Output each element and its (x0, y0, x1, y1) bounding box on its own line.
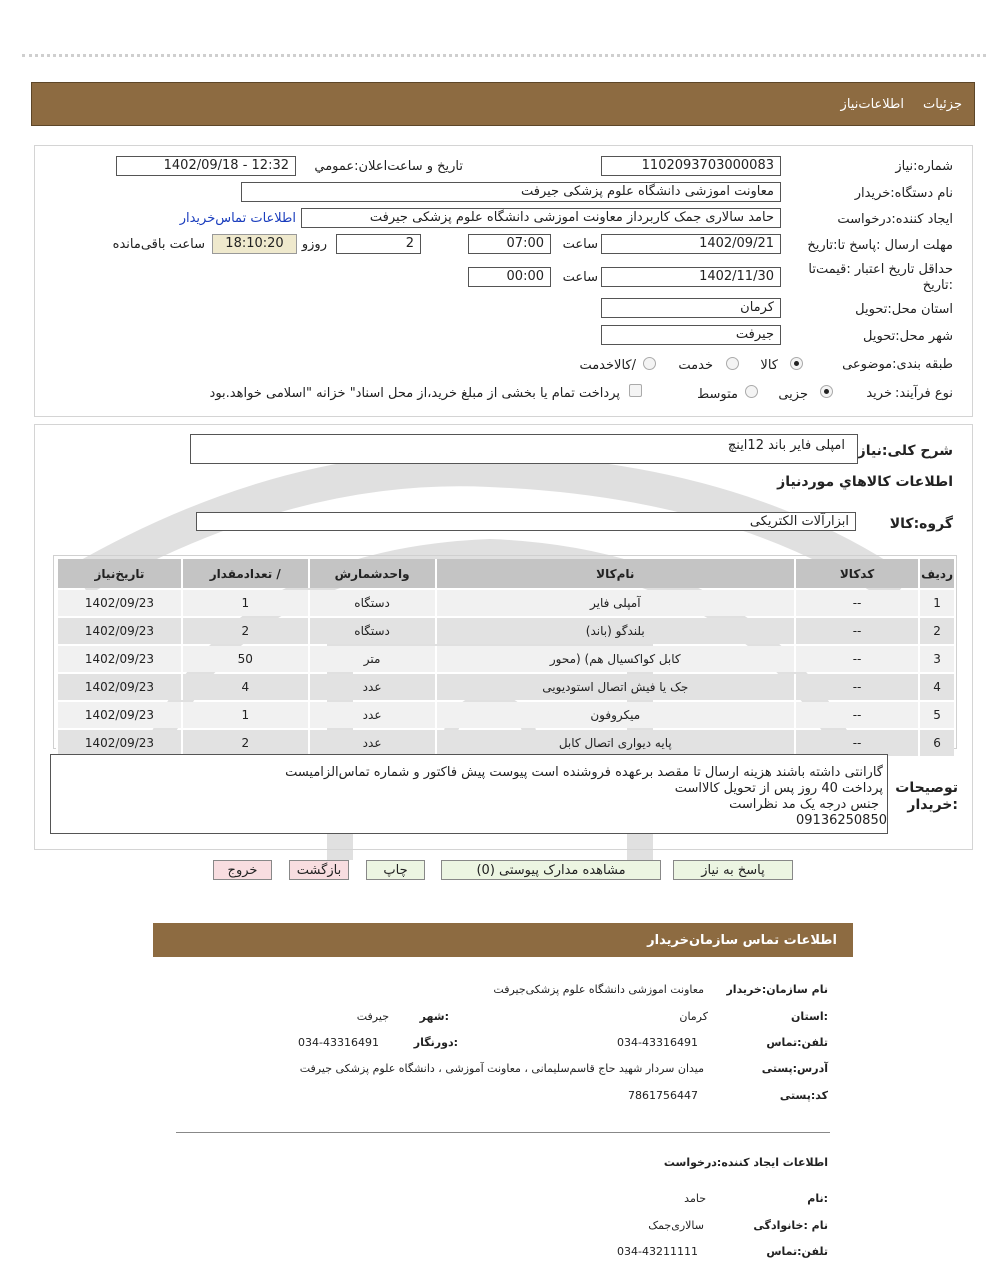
col-code: کدکالا (794, 559, 918, 588)
creator-phone-label: تلفن:تماس (766, 1245, 828, 1258)
creator-info-heading: اطلاعات ایجاد کننده:درخواست (663, 1156, 828, 1169)
city-field: جیرفت (601, 325, 781, 345)
tab-need-info[interactable]: اطلاعات‌نیاز (840, 97, 904, 112)
announce-label: تاریخ و ساعت‌اعلان:عمومي (314, 159, 463, 174)
cell-qty: 1 (181, 590, 308, 616)
table-row (56, 730, 954, 756)
col-name: نام‌کالا (435, 559, 794, 588)
col-unit: واحدشمارش (308, 559, 435, 588)
creator-label: ایجاد کننده:درخواست (837, 212, 953, 227)
cell-date: 1402/09/23 (56, 702, 181, 728)
validity-label-2: :تاریخ (922, 278, 953, 293)
table-header-row (56, 559, 954, 588)
cell-qty: 1 (181, 702, 308, 728)
table-row (56, 702, 954, 728)
print-button[interactable]: چاپ (366, 860, 425, 880)
category-goods-label: کالا (760, 358, 778, 373)
province-label: استان محل:تحویل (855, 302, 953, 317)
notes-phone: 09136250850 (796, 813, 887, 828)
table-row (56, 590, 954, 616)
creator-name-value: حامد (684, 1192, 706, 1205)
contact-bar (153, 923, 853, 957)
goods-table (56, 557, 954, 758)
buyer-org-field: معاونت اموزشی دانشگاه علوم پزشکی جیرفت (241, 182, 781, 202)
org-label: نام سازمان:خریدار (726, 983, 828, 996)
cell-name: جک یا فیش اتصال استودیویی (435, 674, 794, 700)
cell-code: -- (794, 674, 918, 700)
process-partial-label: جزیی (778, 387, 808, 402)
phone-value-contact: 034-43316491 (617, 1036, 698, 1049)
org-value: معاونت اموزشی دانشگاه علوم پزشکی‌جیرفت (493, 983, 704, 996)
cell-date: 1402/09/23 (56, 590, 181, 616)
cell-row: 6 (918, 730, 954, 756)
cell-row: 2 (918, 618, 954, 644)
process-medium-label: متوسط (697, 387, 738, 402)
col-qty: / تعدادمقدار (181, 559, 308, 588)
top-divider (22, 54, 986, 57)
address-value-contact: میدان سردار شهید حاج قاسم‌سلیمانی ، معاونت آموزشی ، دانشگاه علوم پزشکی جیرفت (299, 1062, 704, 1075)
postal-value-contact: 7861756447 (628, 1089, 698, 1102)
cell-date: 1402/09/23 (56, 618, 181, 644)
category-service-label: خدمت (678, 358, 713, 373)
cell-name: میکروفون (435, 702, 794, 728)
province-field: کرمان (601, 298, 781, 318)
cell-unit: عدد (308, 674, 435, 700)
header-bar (31, 82, 975, 126)
cell-date: 1402/09/23 (56, 646, 181, 672)
cell-name: آمپلی فایر (435, 590, 794, 616)
postal-label-contact: کد:پستی (779, 1089, 828, 1102)
need-summary-text: امپلی فایر باند 12اینچ (727, 438, 845, 453)
category-label: طبقه بندی:موضوعی (842, 357, 953, 372)
contact-bar-title: اطلاعات تماس سازمان‌خریدار (647, 933, 837, 948)
cell-code: -- (794, 702, 918, 728)
remaining-time-label: ساعت باقی‌مانده (112, 237, 205, 252)
fax-value-contact: 034-43316491 (298, 1036, 379, 1049)
city-label-contact: :شهر (419, 1010, 449, 1023)
goods-table-frame (53, 555, 957, 749)
need-number-field: 1102093703000083 (601, 156, 781, 176)
reply-button[interactable]: پاسخ به نیاز (673, 860, 793, 880)
creator-field: حامد سالاری جمک کاربرداز معاونت اموزشی دانشگاه علوم پزشکی جیرفت (301, 208, 781, 228)
validity-time-field: 00:00 (468, 267, 551, 287)
cell-row: 5 (918, 702, 954, 728)
cell-code: -- (794, 590, 918, 616)
table-row (56, 618, 954, 644)
creator-family-value: سالاری‌جمک (648, 1219, 704, 1232)
phone-label-contact: تلفن:تماس (766, 1036, 828, 1049)
address-label-contact: آدرس:پستی (761, 1062, 828, 1075)
creator-family-label: نام :خانوادگی (753, 1219, 828, 1232)
buyer-notes-label: توصیحات (895, 780, 958, 796)
table-row (56, 674, 954, 700)
category-service-radio[interactable] (726, 357, 739, 370)
cell-qty: 2 (181, 618, 308, 644)
col-date: تاریخ‌نیاز (56, 559, 181, 588)
buyer-org-label: نام دستگاه:خریدار (854, 186, 953, 201)
notes-line: جنس درجه یک مد نظراست (729, 797, 879, 812)
remaining-time-field: 18:10:20 (212, 234, 297, 254)
cell-qty: 2 (181, 730, 308, 756)
validity-label: حداقل تاریخ اعتبار :قیمت‌تا (808, 262, 953, 277)
goods-group-label: گروه:کالا (889, 516, 953, 532)
notes-line: پرداخت 40 روز پس از تحویل کالااست (674, 781, 883, 796)
reply-date-field: 1402/09/21 (601, 234, 781, 254)
need-summary-field (190, 434, 858, 464)
cell-qty: 50 (181, 646, 308, 672)
cell-row: 1 (918, 590, 954, 616)
need-summary-label: شرح کلی:نیاز (857, 443, 953, 459)
announce-field: 1402/09/18 - 12:32 (116, 156, 296, 176)
reply-deadline-label: مهلت ارسال :پاسخ تا:تاریخ (807, 238, 953, 253)
cell-row: 4 (918, 674, 954, 700)
contact-divider (176, 1132, 830, 1133)
days-field: 2 (336, 234, 421, 254)
back-button[interactable]: بازگشت (289, 860, 349, 880)
cell-unit: دستگاه (308, 618, 435, 644)
reply-time-field: 07:00 (468, 234, 551, 254)
province-label-contact: :استان (791, 1010, 828, 1023)
cell-name: بلندگو (باند) (435, 618, 794, 644)
cell-code: -- (794, 730, 918, 756)
creator-phone-value: 034-43211111 (617, 1245, 698, 1258)
view-documents-button[interactable]: مشاهده مدارک پیوستی (0) (441, 860, 661, 880)
cell-date: 1402/09/23 (56, 674, 181, 700)
treasury-payment-note: پرداخت تمام یا بخشی از مبلغ خرید،از محل اسناد" خزانه "اسلامی خواهد.بود (209, 386, 620, 401)
cell-code: -- (794, 646, 918, 672)
notes-line: گارانتی داشته باشند هزینه ارسال تا مقصد برعهده فروشنده است پیوست پیش فاکتور و شماره تماس‌الزامیست (285, 765, 883, 780)
process-buy-label: خرید (866, 386, 892, 401)
table-row (56, 646, 954, 672)
validity-time-label: ساعت (562, 270, 598, 285)
category-goods-service-label: /کالاخدمت (579, 358, 636, 373)
cell-name: کابل کواکسیال هم) (محور (435, 646, 794, 672)
cell-date: 1402/09/23 (56, 730, 181, 756)
goods-info-heading: اطلاعات کالاهاي موردنياز (777, 474, 953, 490)
goods-group-field: ابزارآلات الکتریکی (196, 512, 856, 531)
fax-label-contact: :دورنگار (413, 1036, 458, 1049)
province-value-contact: کرمان (679, 1010, 708, 1023)
process-medium-radio[interactable] (745, 385, 758, 398)
process-partial-radio[interactable] (820, 385, 833, 398)
need-number-label: شماره:نیاز (895, 159, 953, 174)
reply-time-label: ساعت (562, 237, 598, 252)
cell-name: پایه دیواری اتصال کابل (435, 730, 794, 756)
treasury-payment-checkbox[interactable] (629, 384, 642, 397)
buyer-notes-box (50, 754, 888, 834)
cell-unit: متر (308, 646, 435, 672)
buyer-notes-label-2: :خریدار (907, 797, 958, 813)
creator-name-label: :نام (807, 1192, 828, 1205)
validity-date-field: 1402/11/30 (601, 267, 781, 287)
process-label: نوع فرآیند: (895, 386, 953, 401)
cell-unit: عدد (308, 702, 435, 728)
cell-qty: 4 (181, 674, 308, 700)
cell-row: 3 (918, 646, 954, 672)
days-label: روزو (301, 237, 327, 252)
tab-details[interactable]: جزئیات (923, 97, 962, 112)
cell-unit: دستگاه (308, 590, 435, 616)
cell-code: -- (794, 618, 918, 644)
category-goods-service-radio[interactable] (643, 357, 656, 370)
col-row: ردیف (918, 559, 954, 588)
city-value-contact: جیرفت (356, 1010, 389, 1023)
exit-button[interactable]: خروج (213, 860, 272, 880)
buyer-contact-link[interactable]: اطلاعات تماس‌خریدار (179, 211, 296, 226)
cell-unit: عدد (308, 730, 435, 756)
city-label: شهر محل:تحویل (863, 329, 953, 344)
category-goods-radio[interactable] (790, 357, 803, 370)
